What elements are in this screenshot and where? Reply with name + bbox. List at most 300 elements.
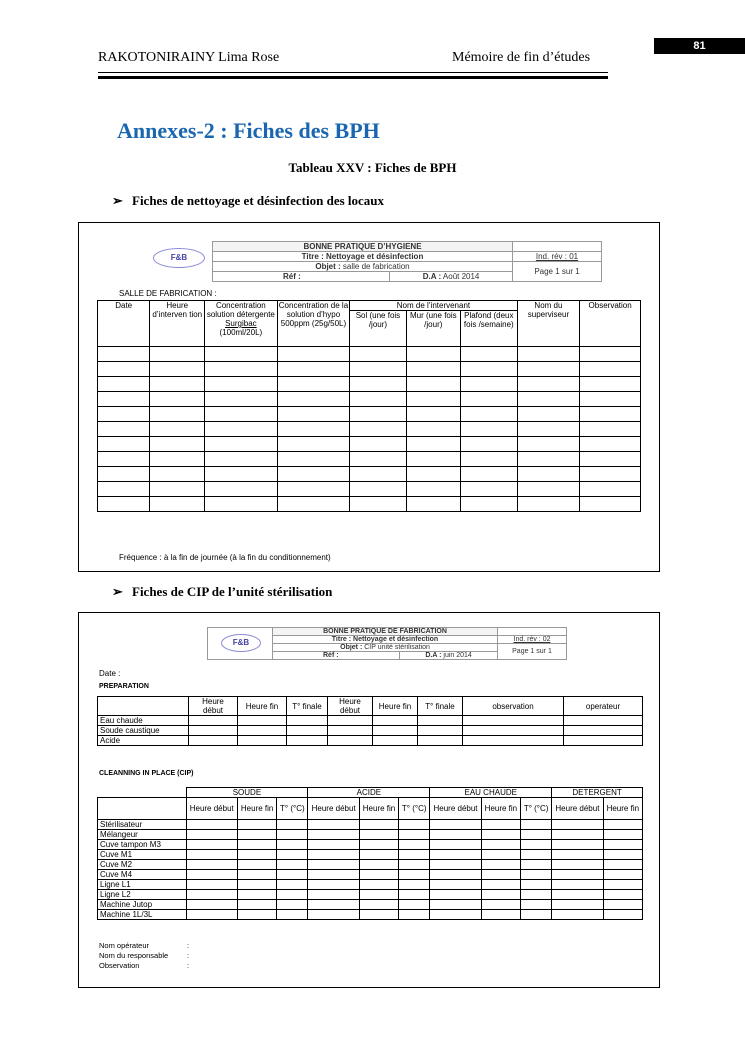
cip-row	[98, 850, 643, 860]
cip-cell[interactable]	[603, 910, 642, 920]
log-cell[interactable]	[406, 377, 460, 392]
log-cell[interactable]	[517, 377, 580, 392]
cip-cell[interactable]	[603, 880, 642, 890]
log-cell[interactable]	[350, 407, 406, 422]
group-detergent: DETERGENT	[552, 788, 643, 798]
prep-cell[interactable]	[287, 736, 328, 746]
cip-cell[interactable]	[277, 890, 308, 900]
log-cell[interactable]	[150, 422, 205, 437]
log-cell[interactable]	[350, 392, 406, 407]
cip-cell[interactable]	[481, 890, 520, 900]
log-cell[interactable]	[350, 377, 406, 392]
log-cell[interactable]	[205, 362, 278, 377]
cip-cell[interactable]	[552, 820, 603, 830]
log-cell[interactable]	[277, 467, 350, 482]
log-cell[interactable]	[517, 452, 580, 467]
cip-cell[interactable]	[521, 840, 552, 850]
sub-col: T° (°C)	[399, 798, 430, 820]
cip-row	[98, 860, 643, 870]
cip-cell[interactable]	[603, 820, 642, 830]
cip-cell[interactable]	[186, 880, 237, 890]
cip-cell[interactable]	[359, 890, 398, 900]
cip-cell[interactable]	[399, 820, 430, 830]
prep-cell[interactable]	[287, 726, 328, 736]
cip-row-label: Mélangeur	[98, 830, 187, 840]
log-cell[interactable]	[277, 407, 350, 422]
cip-cell[interactable]	[481, 830, 520, 840]
cip-cell[interactable]	[237, 820, 276, 830]
cip-row-label: Stérilisateur	[98, 820, 187, 830]
cleaning-log-table	[97, 300, 641, 512]
cip-cell[interactable]	[481, 840, 520, 850]
log-cell[interactable]	[517, 422, 580, 437]
cip-cell[interactable]	[430, 910, 481, 920]
form2-ind-rev: Ind. rév : 02	[498, 636, 567, 644]
cip-cell[interactable]	[430, 870, 481, 880]
log-row	[98, 482, 641, 497]
log-cell[interactable]	[205, 497, 278, 512]
log-cell[interactable]	[277, 497, 350, 512]
cip-cell[interactable]	[481, 820, 520, 830]
log-cell[interactable]	[98, 347, 150, 362]
log-cell[interactable]	[150, 377, 205, 392]
cip-cell[interactable]	[186, 860, 237, 870]
cip-cell[interactable]	[277, 860, 308, 870]
log-cell[interactable]	[517, 482, 580, 497]
prep-cell[interactable]	[238, 716, 287, 726]
cip-cell[interactable]	[603, 890, 642, 900]
log-cell[interactable]	[205, 407, 278, 422]
prep-cell[interactable]	[463, 716, 564, 726]
log-cell[interactable]	[350, 347, 406, 362]
cip-cell[interactable]	[552, 850, 603, 860]
cip-cell[interactable]	[521, 820, 552, 830]
prep-cell[interactable]	[463, 726, 564, 736]
log-cell[interactable]	[406, 407, 460, 422]
log-cell[interactable]	[98, 467, 150, 482]
cip-cell[interactable]	[552, 870, 603, 880]
cip-cell[interactable]	[399, 890, 430, 900]
log-cell[interactable]	[406, 437, 460, 452]
prep-cell[interactable]	[189, 726, 238, 736]
log-cell[interactable]	[580, 407, 641, 422]
log-cell[interactable]	[277, 392, 350, 407]
cip-cell[interactable]	[603, 840, 642, 850]
prep-cell[interactable]	[328, 716, 373, 726]
log-cell[interactable]	[460, 482, 517, 497]
log-cell[interactable]	[350, 452, 406, 467]
log-cell[interactable]	[277, 362, 350, 377]
form2-objet: Objet : CIP unité stérilisation	[273, 644, 498, 652]
log-cell[interactable]	[98, 407, 150, 422]
log-cell[interactable]	[98, 422, 150, 437]
cip-cell[interactable]	[430, 890, 481, 900]
cip-cell[interactable]	[521, 870, 552, 880]
prep-col: T° finale	[287, 697, 328, 716]
cip-cell[interactable]	[481, 860, 520, 870]
log-cell[interactable]	[460, 392, 517, 407]
prep-row-label: Eau chaude	[98, 716, 189, 726]
cip-cell[interactable]	[399, 880, 430, 890]
cip-cell[interactable]	[603, 850, 642, 860]
prep-cell[interactable]	[373, 726, 418, 736]
cip-row-label: Cuve M1	[98, 850, 187, 860]
log-row	[98, 467, 641, 482]
cip-cell[interactable]	[237, 860, 276, 870]
cip-cell[interactable]	[430, 850, 481, 860]
prep-cell[interactable]	[418, 736, 463, 746]
log-cell[interactable]	[580, 377, 641, 392]
cip-cell[interactable]	[308, 880, 359, 890]
page-number: 81	[654, 38, 745, 54]
log-cell[interactable]	[150, 362, 205, 377]
cip-cell[interactable]	[399, 830, 430, 840]
log-cell[interactable]	[517, 407, 580, 422]
prep-col: Heure début	[328, 697, 373, 716]
prep-row	[98, 716, 643, 726]
log-cell[interactable]	[460, 452, 517, 467]
log-cell[interactable]	[580, 467, 641, 482]
cip-cell[interactable]	[552, 840, 603, 850]
cip-cell[interactable]	[277, 840, 308, 850]
form1-titre: Titre : Nettoyage et désinfection	[213, 252, 513, 262]
sub-col: Heure début	[552, 798, 603, 820]
sub-col: T° (°C)	[277, 798, 308, 820]
cip-cell[interactable]	[359, 870, 398, 880]
cip-cell[interactable]	[552, 910, 603, 920]
cip-cell[interactable]	[430, 880, 481, 890]
sub-col: Heure fin	[359, 798, 398, 820]
col-superviseur: Nom du superviseur	[517, 301, 580, 347]
log-cell[interactable]	[150, 392, 205, 407]
log-cell[interactable]	[98, 482, 150, 497]
log-row	[98, 497, 641, 512]
log-cell[interactable]	[406, 422, 460, 437]
cip-row-label: Machine 1L/3L	[98, 910, 187, 920]
cip-cell[interactable]	[359, 840, 398, 850]
prep-cell[interactable]	[373, 716, 418, 726]
cip-cell[interactable]	[430, 820, 481, 830]
log-cell[interactable]	[517, 392, 580, 407]
log-row	[98, 422, 641, 437]
col-nom-intervenant: Nom de l’intervenant	[350, 301, 517, 311]
cip-cell[interactable]	[308, 910, 359, 920]
cip-cell[interactable]	[359, 830, 398, 840]
log-cell[interactable]	[98, 452, 150, 467]
log-cell[interactable]	[98, 362, 150, 377]
prep-cell[interactable]	[238, 726, 287, 736]
cip-cell[interactable]	[186, 840, 237, 850]
log-cell[interactable]	[150, 497, 205, 512]
form1-page: Page 1 sur 1	[513, 262, 602, 282]
log-cell[interactable]	[150, 437, 205, 452]
cip-cell[interactable]	[399, 900, 430, 910]
group-soude: SOUDE	[186, 788, 308, 798]
col-plafond: Plafond (deux fois /semaine)	[460, 311, 517, 347]
cip-cell[interactable]	[186, 890, 237, 900]
cip-cell[interactable]	[277, 900, 308, 910]
log-cell[interactable]	[277, 482, 350, 497]
cip-cell[interactable]	[359, 900, 398, 910]
cip-cell[interactable]	[430, 860, 481, 870]
cip-cell[interactable]	[237, 910, 276, 920]
cip-row-label: Cuve M2	[98, 860, 187, 870]
log-cell[interactable]	[350, 482, 406, 497]
cip-cell[interactable]	[186, 850, 237, 860]
log-cell[interactable]	[517, 467, 580, 482]
cip-cell[interactable]	[237, 890, 276, 900]
cip-cell[interactable]	[359, 820, 398, 830]
log-cell[interactable]	[350, 497, 406, 512]
cip-cell[interactable]	[308, 820, 359, 830]
log-cell[interactable]	[580, 452, 641, 467]
log-cell[interactable]	[406, 392, 460, 407]
frequence-note: Fréquence : à la fin de journée (à la fin du conditionnement)	[119, 553, 331, 562]
log-cell[interactable]	[517, 347, 580, 362]
form1-ref: Réf :	[213, 272, 390, 282]
log-cell[interactable]	[580, 422, 641, 437]
cip-cell[interactable]	[186, 900, 237, 910]
cip-cell[interactable]	[521, 850, 552, 860]
prep-col: T° finale	[418, 697, 463, 716]
log-cell[interactable]	[150, 347, 205, 362]
cip-cell[interactable]	[186, 830, 237, 840]
log-cell[interactable]	[350, 467, 406, 482]
log-cell[interactable]	[277, 437, 350, 452]
cip-cell[interactable]	[277, 870, 308, 880]
log-cell[interactable]	[460, 497, 517, 512]
footer-operateur: Nom opérateur	[99, 941, 150, 950]
form1-ind-rev: Ind. rév : 01	[513, 252, 602, 262]
cip-cell[interactable]	[552, 880, 603, 890]
prep-col: Heure fin	[238, 697, 287, 716]
log-cell[interactable]	[580, 437, 641, 452]
log-cell[interactable]	[460, 377, 517, 392]
cip-cell[interactable]	[277, 820, 308, 830]
cip-row-label: Cuve tampon M3	[98, 840, 187, 850]
log-cell[interactable]	[460, 362, 517, 377]
log-cell[interactable]	[205, 392, 278, 407]
cip-row	[98, 840, 643, 850]
cip-cell[interactable]	[308, 870, 359, 880]
cip-cell[interactable]	[399, 850, 430, 860]
cip-cell[interactable]	[521, 830, 552, 840]
prep-cell[interactable]	[287, 716, 328, 726]
cip-cell[interactable]	[237, 880, 276, 890]
log-cell[interactable]	[205, 347, 278, 362]
log-cell[interactable]	[205, 422, 278, 437]
log-cell[interactable]	[406, 497, 460, 512]
group-acide: ACIDE	[308, 788, 430, 798]
cip-cell[interactable]	[481, 850, 520, 860]
cip-cell[interactable]	[552, 860, 603, 870]
prep-cell[interactable]	[328, 726, 373, 736]
log-cell[interactable]	[406, 347, 460, 362]
header-author: RAKOTONIRAINY Lima Rose	[98, 50, 280, 65]
log-cell[interactable]	[580, 347, 641, 362]
cip-cell[interactable]	[308, 860, 359, 870]
log-cell[interactable]	[460, 422, 517, 437]
log-cell[interactable]	[350, 422, 406, 437]
cip-cell[interactable]	[186, 870, 237, 880]
log-cell[interactable]	[205, 467, 278, 482]
section-title: Annexes-2 : Fiches des BPH	[117, 118, 380, 143]
log-cell[interactable]	[406, 482, 460, 497]
prep-cell[interactable]	[564, 716, 643, 726]
cip-cell[interactable]	[277, 880, 308, 890]
sub-col: T° (°C)	[521, 798, 552, 820]
cip-cell[interactable]	[481, 910, 520, 920]
cip-cell[interactable]	[603, 860, 642, 870]
cip-cell[interactable]	[237, 850, 276, 860]
log-cell[interactable]	[98, 497, 150, 512]
log-cell[interactable]	[460, 437, 517, 452]
cip-cell[interactable]	[481, 870, 520, 880]
col-sol: Sol (une fois /jour)	[350, 311, 406, 347]
log-cell[interactable]	[150, 467, 205, 482]
prep-row-label: Acide	[98, 736, 189, 746]
log-cell[interactable]	[406, 362, 460, 377]
log-cell[interactable]	[460, 347, 517, 362]
prep-cell[interactable]	[189, 736, 238, 746]
arrow-bullet-icon: ➢	[112, 584, 123, 599]
log-cell[interactable]	[98, 392, 150, 407]
form1-da: D.A : Août 2014	[390, 272, 513, 282]
cip-cell[interactable]	[521, 900, 552, 910]
log-cell[interactable]	[150, 452, 205, 467]
sub-col: Heure début	[430, 798, 481, 820]
header-thesis: Mémoire de fin d’études	[452, 50, 591, 65]
log-cell[interactable]	[460, 467, 517, 482]
cip-cell[interactable]	[277, 850, 308, 860]
cip-cell[interactable]	[186, 910, 237, 920]
cip-cell[interactable]	[399, 860, 430, 870]
cip-cell[interactable]	[308, 900, 359, 910]
log-cell[interactable]	[517, 362, 580, 377]
log-row	[98, 362, 641, 377]
prep-cell[interactable]	[564, 736, 643, 746]
cip-cell[interactable]	[359, 880, 398, 890]
cip-cell[interactable]	[277, 910, 308, 920]
log-cell[interactable]	[517, 497, 580, 512]
cip-cell[interactable]	[521, 880, 552, 890]
cip-cell[interactable]	[481, 880, 520, 890]
cip-cell[interactable]	[399, 910, 430, 920]
cip-cell[interactable]	[521, 910, 552, 920]
prep-cell[interactable]	[463, 736, 564, 746]
cip-cell[interactable]	[399, 840, 430, 850]
cip-cell[interactable]	[359, 910, 398, 920]
cip-cell[interactable]	[430, 900, 481, 910]
cip-cell[interactable]	[521, 890, 552, 900]
log-cell[interactable]	[205, 482, 278, 497]
cip-cell[interactable]	[308, 890, 359, 900]
cip-cell[interactable]	[277, 830, 308, 840]
cip-cell[interactable]	[399, 870, 430, 880]
cip-cell[interactable]	[186, 820, 237, 830]
cip-cell[interactable]	[308, 840, 359, 850]
cip-cell[interactable]	[308, 850, 359, 860]
cip-cell[interactable]	[359, 850, 398, 860]
log-cell[interactable]	[580, 482, 641, 497]
cip-cell[interactable]	[552, 830, 603, 840]
log-cell[interactable]	[460, 407, 517, 422]
cip-cell[interactable]	[603, 900, 642, 910]
prep-cell[interactable]	[328, 736, 373, 746]
cip-cell[interactable]	[308, 830, 359, 840]
cip-row	[98, 820, 643, 830]
log-cell[interactable]	[580, 392, 641, 407]
cip-cell[interactable]	[237, 900, 276, 910]
log-cell[interactable]	[517, 437, 580, 452]
prep-cell[interactable]	[564, 726, 643, 736]
cip-cell[interactable]	[603, 870, 642, 880]
cip-cell[interactable]	[430, 840, 481, 850]
cip-cell[interactable]	[552, 890, 603, 900]
prep-cell[interactable]	[189, 716, 238, 726]
form2-heading: BONNE PRATIQUE DE FABRICATION	[273, 628, 498, 636]
log-cell[interactable]	[205, 452, 278, 467]
bullet-heading-2	[112, 584, 332, 600]
log-row	[98, 377, 641, 392]
log-cell[interactable]	[580, 362, 641, 377]
footer-fields: Nom opérateur : Nom du responsable : Observation :	[99, 941, 190, 970]
cip-row	[98, 910, 643, 920]
cip-cell[interactable]	[552, 900, 603, 910]
cip-cell[interactable]	[237, 830, 276, 840]
log-cell[interactable]	[205, 377, 278, 392]
prep-row-label: Soude caustique	[98, 726, 189, 736]
log-cell[interactable]	[277, 422, 350, 437]
log-cell[interactable]	[406, 452, 460, 467]
cip-cell[interactable]	[481, 900, 520, 910]
cip-row-label: Ligne L2	[98, 890, 187, 900]
log-cell[interactable]	[350, 437, 406, 452]
log-cell[interactable]	[150, 407, 205, 422]
cip-cell[interactable]	[430, 830, 481, 840]
log-cell[interactable]	[277, 377, 350, 392]
footer-observation: Observation	[99, 961, 140, 970]
log-cell[interactable]	[350, 362, 406, 377]
col-conc-hypo: Concentration de la solution d’hypo 500ppm (25g/50L)	[277, 301, 350, 347]
log-cell[interactable]	[580, 497, 641, 512]
log-cell[interactable]	[150, 482, 205, 497]
cip-cell[interactable]	[359, 860, 398, 870]
prep-cell[interactable]	[238, 736, 287, 746]
cip-cell[interactable]	[521, 860, 552, 870]
col-heure: Heure d’interven tion	[150, 301, 205, 347]
prep-row	[98, 736, 643, 746]
cip-cell[interactable]	[237, 870, 276, 880]
cip-row	[98, 870, 643, 880]
log-cell[interactable]	[277, 347, 350, 362]
log-row	[98, 392, 641, 407]
log-cell[interactable]	[98, 437, 150, 452]
cip-cell[interactable]	[237, 840, 276, 850]
log-cell[interactable]	[98, 377, 150, 392]
cip-row-label: Cuve M4	[98, 870, 187, 880]
prep-cell[interactable]	[418, 726, 463, 736]
col-observation: Observation	[580, 301, 641, 347]
log-cell[interactable]	[277, 452, 350, 467]
prep-cell[interactable]	[418, 716, 463, 726]
prep-cell[interactable]	[373, 736, 418, 746]
log-cell[interactable]	[406, 467, 460, 482]
cip-cell[interactable]	[603, 830, 642, 840]
log-cell[interactable]	[205, 437, 278, 452]
bullet-1-text: Fiches de nettoyage et désinfection des locaux	[132, 193, 385, 208]
form1-objet: Objet : salle de fabrication	[213, 262, 513, 272]
